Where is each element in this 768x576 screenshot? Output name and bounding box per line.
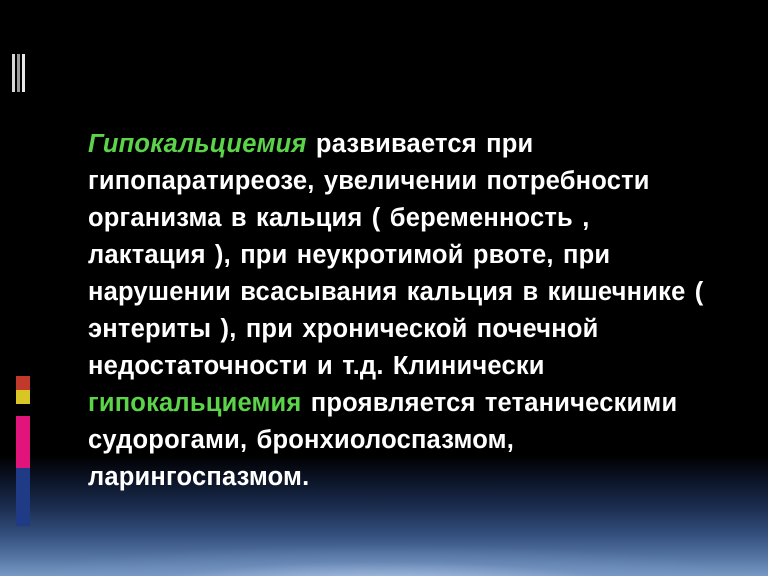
color-swatch-blue: [16, 468, 30, 526]
color-swatch-red: [16, 376, 30, 390]
left-decorative-rail: [0, 0, 34, 576]
slide-body-text: [88, 126, 714, 496]
highlighted-term-primary: Гипокальциемия: [88, 130, 307, 158]
barcode-stripes-decoration: [12, 54, 28, 92]
body-text-segment-2: проявляется тетаническими судорогами, бронхиолоспазмом, ларингоспазмом.: [88, 389, 678, 491]
highlighted-term-secondary: гипокальциемия: [88, 389, 302, 417]
body-text-segment-1: развивается при гипопаратиреозе, увеличении потребности организма в кальция ( беременность , лактация ), при неукротимой рвоте, при нарушении всасывания кальция в кишечнике ( энтериты ), при хронической почечной недостаточности и т.д. Клинически: [88, 130, 704, 380]
body-paragraph: [88, 126, 714, 496]
bottom-glow-highlight: [0, 518, 768, 576]
color-swatch-pink: [16, 416, 30, 468]
color-swatch-yellow: [16, 390, 30, 404]
